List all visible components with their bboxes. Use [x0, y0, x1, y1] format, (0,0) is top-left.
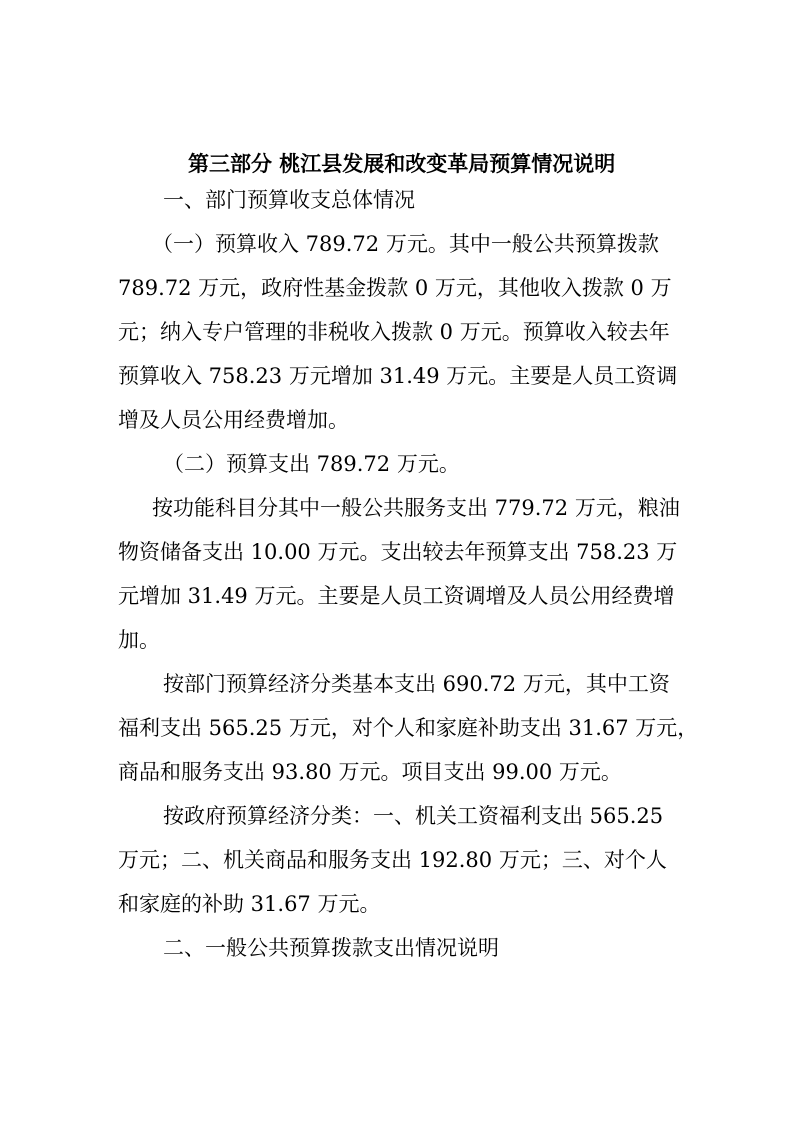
paragraph-line: 和家庭的补助 31.67 万元。 — [118, 892, 381, 916]
paragraph-line: 预算收入 758.23 万元增加 31.49 万元。主要是人员工资调 — [118, 364, 678, 388]
section-heading-general-budget: 二、一般公共预算拨款支出情况说明 — [163, 936, 499, 960]
paragraph-line: 789.72 万元，政府性基金拨款 0 万元，其他收入拨款 0 万 — [118, 276, 672, 300]
paragraph-line: 按功能科目分其中一般公共服务支出 779.72 万元，粮油 — [152, 496, 680, 520]
paragraph-line: 按部门预算经济分类基本支出 690.72 万元，其中工资 — [163, 672, 670, 696]
section-heading-overview: 一、部门预算收支总体情况 — [163, 188, 415, 212]
paragraph-line: 物资储备支出 10.00 万元。支出较去年预算支出 758.23 万 — [118, 540, 678, 564]
paragraph-line: 增及人员公用经费增加。 — [118, 408, 349, 432]
paragraph-line: 福利支出 565.25 万元，对个人和家庭补助支出 31.67 万元， — [118, 716, 699, 740]
paragraph-line: 元增加 31.49 万元。主要是人员工资调增及人员公用经费增 — [118, 584, 675, 608]
paragraph-line: （二）预算支出 789.72 万元。 — [163, 452, 460, 476]
paragraph-line: 商品和服务支出 93.80 万元。项目支出 99.00 万元。 — [118, 760, 622, 784]
paragraph-line: 元；纳入专户管理的非税收入拨款 0 万元。预算收入较去年 — [118, 320, 670, 344]
paragraph-line: 加。 — [118, 628, 160, 652]
paragraph-line: 按政府预算经济分类：一、机关工资福利支出 565.25 — [163, 804, 664, 828]
paragraph-line: 万元；二、机关商品和服务支出 192.80 万元；三、对个人 — [118, 848, 667, 872]
page-title: 第三部分 桃江县发展和改变革局预算情况说明 — [188, 151, 616, 176]
paragraph-line: （一）预算收入 789.72 万元。其中一般公共预算拨款 — [152, 232, 659, 256]
